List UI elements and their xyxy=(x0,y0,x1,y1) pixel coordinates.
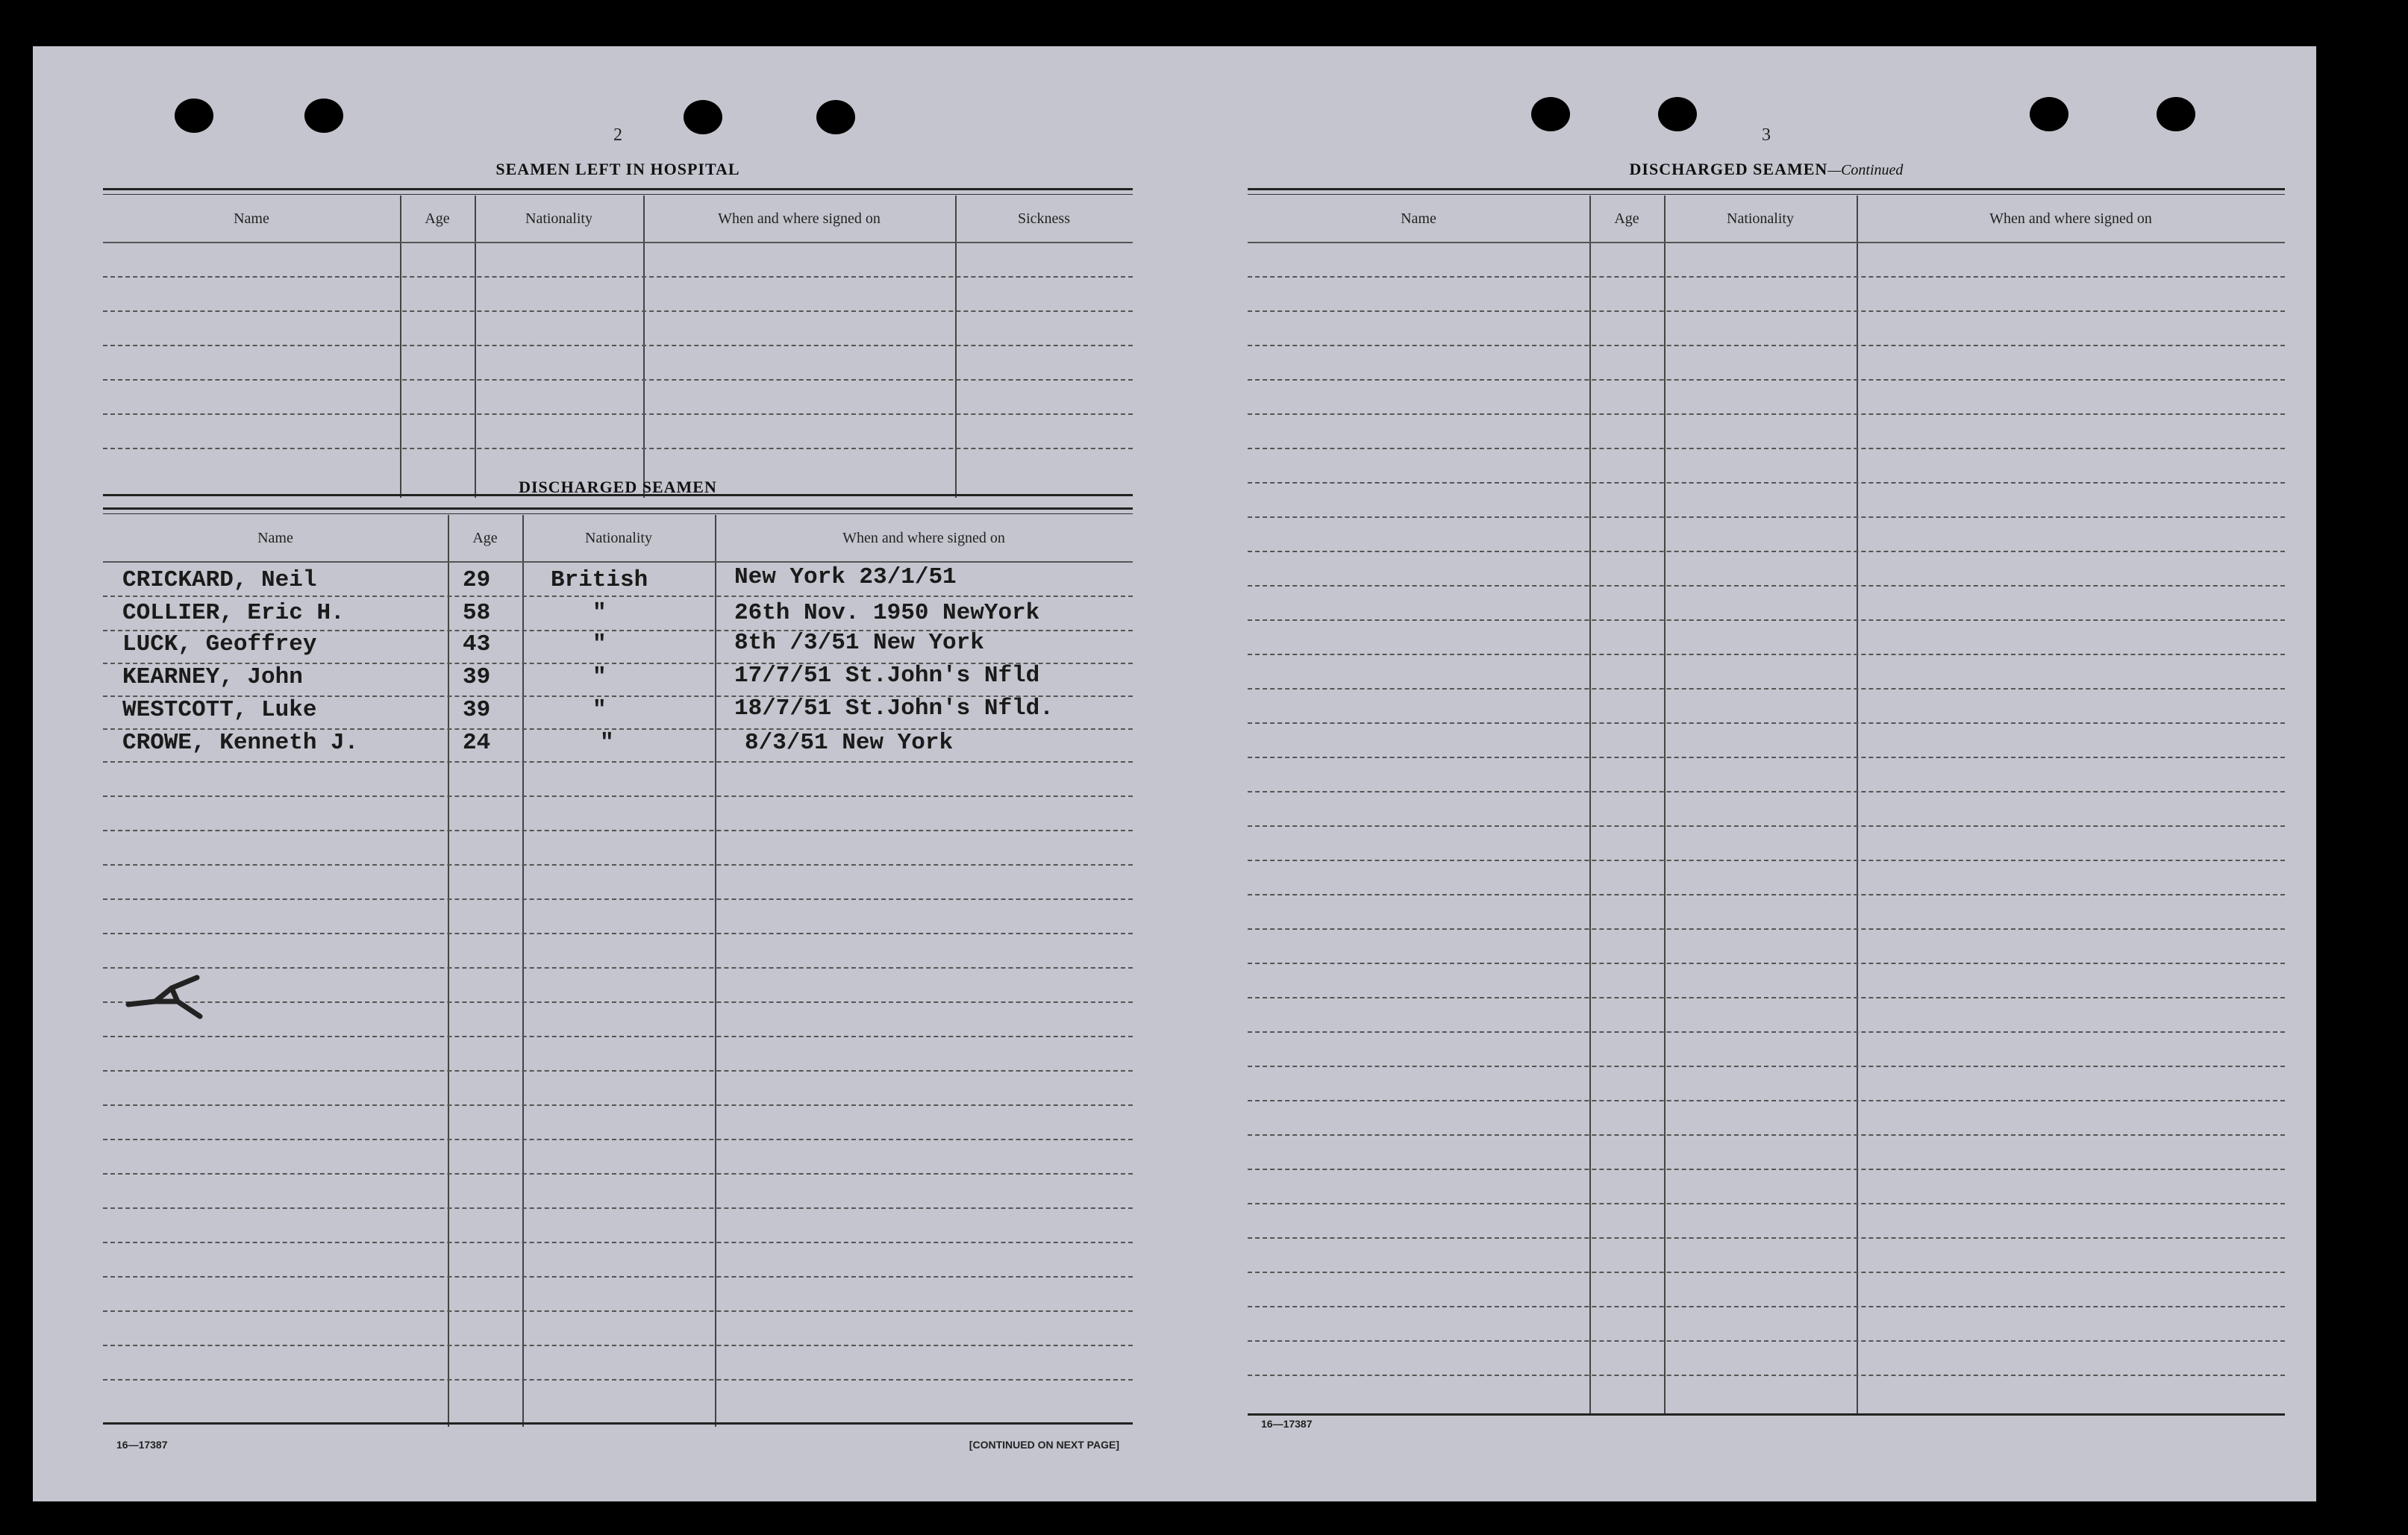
table-row-name: COLLIER, Eric H. xyxy=(122,600,345,626)
table-row-name: CRICKARD, Neil xyxy=(122,567,317,593)
column-header-name: Name xyxy=(234,210,269,227)
table-row-age: 58 xyxy=(463,600,491,626)
column-header-age: Age xyxy=(1614,210,1639,227)
column-header-name: Name xyxy=(257,530,293,546)
table-row-signed-on: 26th Nov. 1950 NewYork xyxy=(734,600,1040,626)
discharged-continued-table xyxy=(1248,196,2285,1419)
table-row-signed-on: 8/3/51 New York xyxy=(745,730,954,756)
table-row-signed-on: New York 23/1/51 xyxy=(734,564,957,590)
form-number: 16—17387 xyxy=(1261,1418,1313,1430)
form-number: 16—17387 xyxy=(116,1439,168,1451)
column-header-sickness: Sickness xyxy=(1018,210,1070,227)
title-suffix: —Continued xyxy=(1827,162,1904,178)
page-number: 3 xyxy=(1762,125,1771,145)
discharged-section-title: DISCHARGED SEAMEN xyxy=(519,478,717,496)
column-header-nationality: Nationality xyxy=(525,210,592,227)
document-sheet xyxy=(33,46,2316,1501)
continued-note: [CONTINUED ON NEXT PAGE] xyxy=(969,1439,1119,1451)
column-header-nationality: Nationality xyxy=(1727,210,1794,227)
table-row-age: 39 xyxy=(463,664,491,690)
table-row-age: 29 xyxy=(463,567,491,593)
table-row-age: 43 xyxy=(463,631,491,657)
column-header-age: Age xyxy=(472,530,498,546)
table-row-nationality: " xyxy=(592,600,607,626)
hospital-table xyxy=(103,196,1133,498)
table-row-name: CROWE, Kenneth J. xyxy=(122,730,359,756)
table-row-nationality: " xyxy=(592,664,607,690)
table-row-signed-on: 17/7/51 St.John's Nfld xyxy=(734,663,1040,689)
table-row-signed-on: 18/7/51 St.John's Nfld. xyxy=(734,695,1054,722)
column-header-name: Name xyxy=(1401,210,1436,227)
table-row-nationality: " xyxy=(592,697,607,723)
table-row-name: LUCK, Geoffrey xyxy=(122,631,317,657)
table-row-nationality: " xyxy=(592,631,607,657)
right-page xyxy=(1248,46,2285,1501)
table-row-name: KEARNEY, John xyxy=(122,664,303,690)
column-header-signed-on: When and where signed on xyxy=(842,530,1005,546)
column-header-nationality: Nationality xyxy=(585,530,652,546)
hospital-section-title: SEAMEN LEFT IN HOSPITAL xyxy=(495,160,740,178)
column-header-age: Age xyxy=(425,210,450,227)
column-header-signed-on: When and where signed on xyxy=(1989,210,2152,227)
table-row-age: 24 xyxy=(463,730,491,756)
title-main: DISCHARGED SEAMEN xyxy=(1629,160,1828,178)
table-row-nationality: " xyxy=(600,730,614,756)
page-number: 2 xyxy=(613,125,622,145)
table-row-name: WESTCOTT, Luke xyxy=(122,697,317,723)
column-header-signed-on: When and where signed on xyxy=(718,210,881,227)
table-row-signed-on: 8th /3/51 New York xyxy=(734,630,984,656)
discharged-table xyxy=(103,515,1133,1427)
table-row-nationality: British xyxy=(551,567,648,593)
ink-mark xyxy=(125,972,222,1024)
table-row-age: 39 xyxy=(463,697,491,723)
discharged-continued-title xyxy=(1248,160,2285,179)
left-page xyxy=(103,46,1133,1501)
